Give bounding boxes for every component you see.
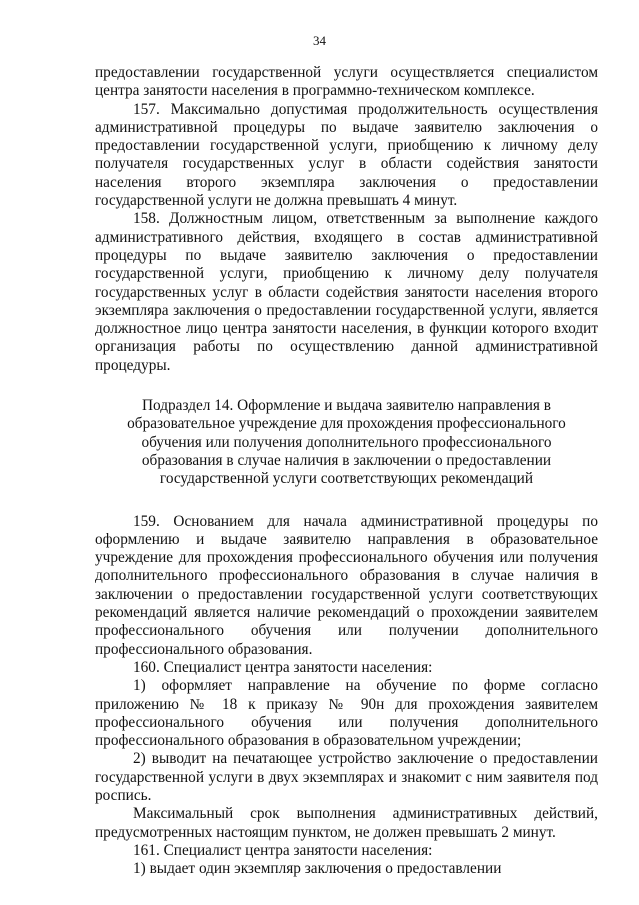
paragraph-160-time-limit: Максимальный срок выполнения административных действий, предусмотренных настоящим пунктом, не должен превышать 2 минут. — [95, 805, 598, 841]
subsection-title-line: образования в случае наличия в заключении о предоставлении — [141, 451, 552, 469]
page-number: 34 — [313, 33, 326, 48]
subsection-14-heading — [95, 397, 598, 488]
paragraph-161-item-1: 1) выдает один экземпляр заключения о предоставлении — [133, 860, 502, 878]
paragraph-159: 159. Основанием для начала административной процедуры по оформлению и выдаче заявителю направления в образовательное учреждение для прохождения профессионального обучения или получения дополнительного профессионального образования в случае наличия в заключении о предоставлении государственной услуги соответствующих рекомендаций является наличие рекомендаций о прохождении заявителем профессионального обучения или получении дополнительного профессионального образования. — [95, 512, 598, 658]
paragraph-160: 160. Специалист центра занятости населения: — [133, 658, 433, 676]
document-body — [95, 64, 598, 878]
subsection-title-line: государственной услуги соответствующих рекомендаций — [159, 470, 534, 488]
subsection-title-line: образовательное учреждение для прохождения профессионального — [127, 415, 566, 433]
paragraph-158: 158. Должностным лицом, ответственным за выполнение каждого административного действия, входящего в состав административной процедуры по выдаче заявителю заключения о предоставлении государственной услуги, приобщению к личному делу получателя государственных услуг в области содействия занятости населения второго экземпляра заключения о предоставлении государственной услуги, является должностное лицо центра занятости населения, в функции которого входит организация работы по осуществлению данной административной процедуры. — [95, 210, 598, 374]
paragraph-160-item-1: 1) оформляет направление на обучение по форме согласно приложению № 18 к приказу № 90н для прохождения заявителем профессионального обучения или получения дополнительного профессионального образования в образовательном учреждении; — [95, 677, 598, 750]
subsection-title-line: Подраздел 14. Оформление и выдача заявителю направления в — [141, 397, 552, 415]
paragraph-161: 161. Специалист центра занятости населения: — [133, 841, 433, 859]
subsection-title-line: обучения или получения дополнительного профессионального — [141, 433, 552, 451]
paragraph-160-item-2: 2) выводит на печатающее устройство заключение о предоставлении государственной услуги в двух экземплярах и знакомит с ним заявителя под роспись. — [95, 750, 598, 804]
paragraph-157: 157. Максимально допустимая продолжительность осуществления административной процедуры по выдаче заявителю заключения о предоставлении государственной услуги, приобщению к личному делу получателя государственных услуг в области содействия занятости населения второго экземпляра заключения о предоставлении государственной услуги не должна превышать 4 минут. — [95, 100, 598, 210]
paragraph-continuation: предоставлении государственной услуги осуществляется специалистом центра занятости населения в программно-техническом комплексе. — [95, 64, 598, 100]
